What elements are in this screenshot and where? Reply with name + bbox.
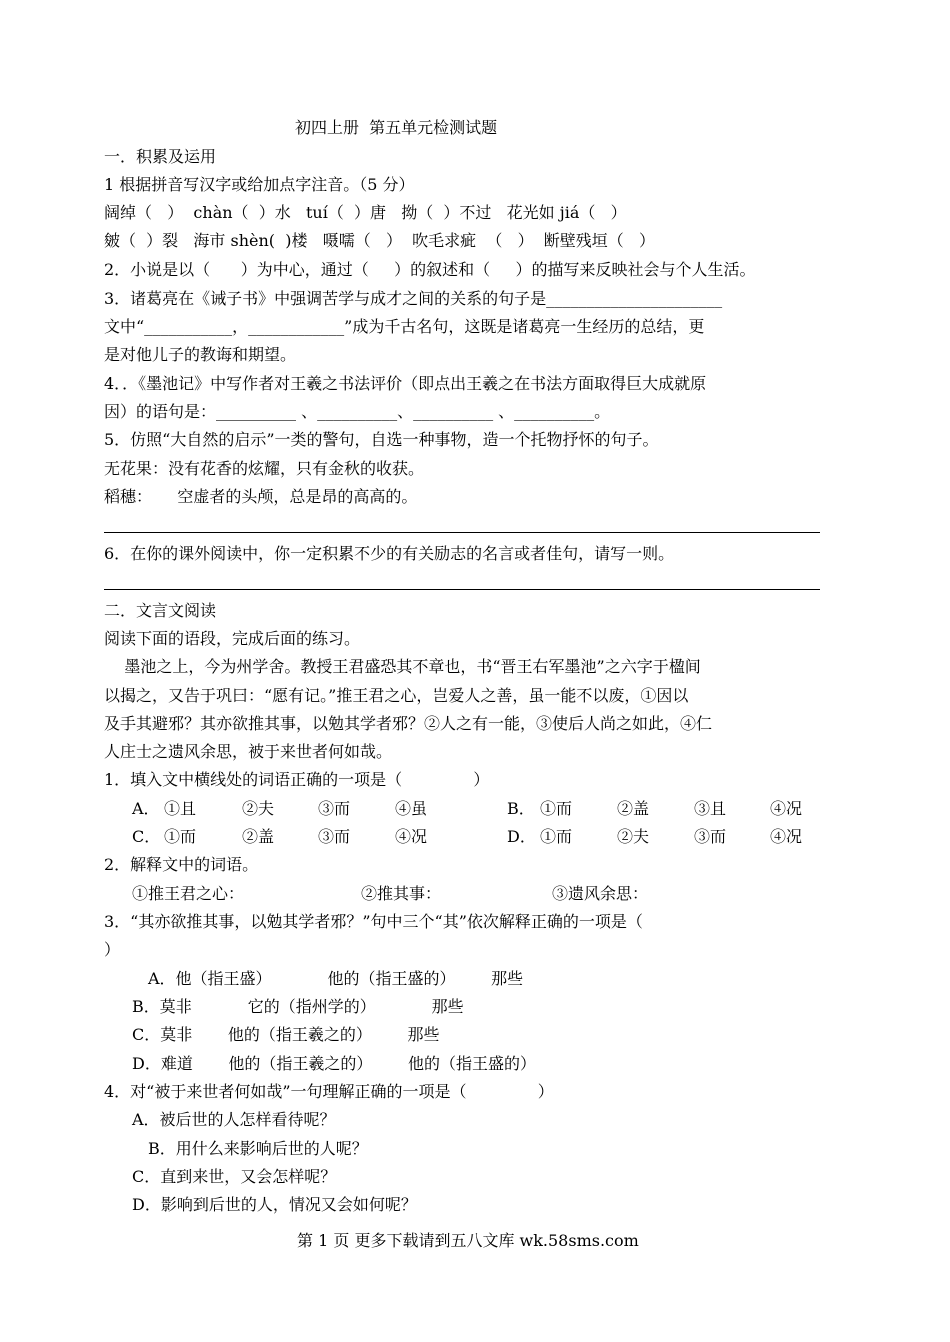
option-item: ①而 xyxy=(164,827,197,846)
option-item: ②夫 xyxy=(617,827,650,846)
option-label: B． xyxy=(507,799,535,818)
option-item: ④况 xyxy=(770,799,803,818)
option-item: ④虽 xyxy=(395,799,428,818)
option-item: ②夫 xyxy=(242,799,275,818)
question-1-line-1: 阔绰（ ） chàn（ ）水 tuí（ ）唐 拗（ ）不过 花光如 jiá（ ） xyxy=(104,203,627,222)
option-item: ③而 xyxy=(694,827,727,846)
q4-option-b: B．用什么来影响后世的人呢？ xyxy=(148,1139,368,1158)
option-label: D． xyxy=(507,827,536,846)
q3-option-b: B．莫非 它的（指州学的） 那些 xyxy=(132,997,464,1016)
page-title: 初四上册 第五单元检测试题 xyxy=(295,118,498,137)
term-item: ②推其事： xyxy=(361,884,442,903)
q4-option-c: C．直到来世，又会怎样呢？ xyxy=(132,1167,337,1186)
q3-option-d: D．难道 他的（指王羲之的） 他的（指王盛的） xyxy=(132,1054,537,1073)
q3-option-a: A．他（指王盛） 他的（指王盛的） 那些 xyxy=(148,969,524,988)
option-item: ③而 xyxy=(318,799,351,818)
option-item: ④况 xyxy=(770,827,803,846)
question-4-line-2: 因）的语句是：__________ 、__________、__________ 、__________。 xyxy=(104,402,611,421)
reading-question-4: 4．对“被于来世者何如哉”一句理解正确的一项是（ ） xyxy=(104,1082,554,1101)
section1-heading: 一．积累及运用 xyxy=(104,147,217,166)
question-3-line-2: 文中“___________，____________”成为千古名句，这既是诸葛亮一生经历的总结，更 xyxy=(104,317,705,336)
question-3-line-3: 是对他儿子的教诲和期望。 xyxy=(104,345,297,364)
option-item: ①而 xyxy=(540,827,573,846)
option-item: ①而 xyxy=(540,799,573,818)
passage-line: 人庄士之遗风余思，被于来世者何如哉。 xyxy=(104,742,393,761)
question-1-line-2: 皴（ ）裂 海市 shèn( )楼 嗫嚅（ ） 吹毛求疵 （ ） 断壁残垣（ ） xyxy=(104,231,656,250)
option-label: A． xyxy=(132,799,160,818)
reading-question-2: 2．解释文中的词语。 xyxy=(104,855,259,874)
option-item: ②盖 xyxy=(242,827,275,846)
question-5: 5．仿照“大自然的启示”一类的警句，自选一种事物，造一个托物抒怀的句子。 xyxy=(104,430,659,449)
q4-option-d: D．影响到后世的人，情况又会如何呢？ xyxy=(132,1195,417,1214)
option-label: C． xyxy=(132,827,161,846)
option-item: ①且 xyxy=(164,799,197,818)
option-item: ③而 xyxy=(318,827,351,846)
option-item: ②盖 xyxy=(617,799,650,818)
passage-line: 以揭之，又告于巩曰：“愿有记。”推王君之心，岂爱人之善，虽一能不以废，①因以 xyxy=(104,686,689,705)
section2-heading: 二．文言文阅读 xyxy=(104,601,217,620)
option-item: ④况 xyxy=(395,827,428,846)
reading-question-1: 1．填入文中横线处的词语正确的一项是（ ） xyxy=(104,770,490,789)
page-footer: 第 1 页 更多下载请到五八文库 wk.58sms.com xyxy=(297,1231,639,1250)
term-item: ①推王君之心： xyxy=(132,884,245,903)
question-5-example-1: 无花果：没有花香的炫耀，只有金秋的收获。 xyxy=(104,459,425,478)
option-item: ③且 xyxy=(694,799,727,818)
question-3-line-1: 3．诸葛亮在《诫子书》中强调苦学与成才之间的关系的句子是______________________ xyxy=(104,289,723,308)
answer-line xyxy=(104,589,820,590)
question-4-line-1: 4．．《墨池记》中写作者对王羲之书法评价（即点出王羲之在书法方面取得巨大成就原 xyxy=(104,374,707,393)
term-item: ③遗风余思： xyxy=(552,884,649,903)
q4-option-a: A．被后世的人怎样看待呢？ xyxy=(132,1110,336,1129)
question-1: 1 根据拼音写汉字或给加点字注音。（5 分） xyxy=(104,175,415,194)
question-2: 2．小说是以（ ）为中心，通过（ ）的叙述和（ ）的描写来反映社会与个人生活。 xyxy=(104,260,756,279)
reading-question-3-line-1: 3．“其亦欲推其事，以勉其学者邪？”句中三个“其”依次解释正确的一项是（ xyxy=(104,912,643,931)
passage-line: 及手其避邪？其亦欲推其事，以勉其学者邪？②人之有一能，③使后人尚之如此，④仁 xyxy=(104,714,713,733)
question-6: 6．在你的课外阅读中，你一定积累不少的有关励志的名言或者佳句，请写一则。 xyxy=(104,544,675,563)
answer-line xyxy=(104,532,820,533)
q3-option-c: C．莫非 他的（指王羲之的） 那些 xyxy=(132,1025,440,1044)
passage-line: 墨池之上，今为州学舍。教授王君盛恐其不章也，书“晋王右军墨池”之六字于楹间 xyxy=(104,657,701,676)
reading-intro: 阅读下面的语段，完成后面的练习。 xyxy=(104,629,361,648)
question-5-example-2: 稻穗： 空虚者的头颅，总是昂的高高的。 xyxy=(104,487,418,506)
reading-question-3-line-2: ） xyxy=(104,940,121,959)
